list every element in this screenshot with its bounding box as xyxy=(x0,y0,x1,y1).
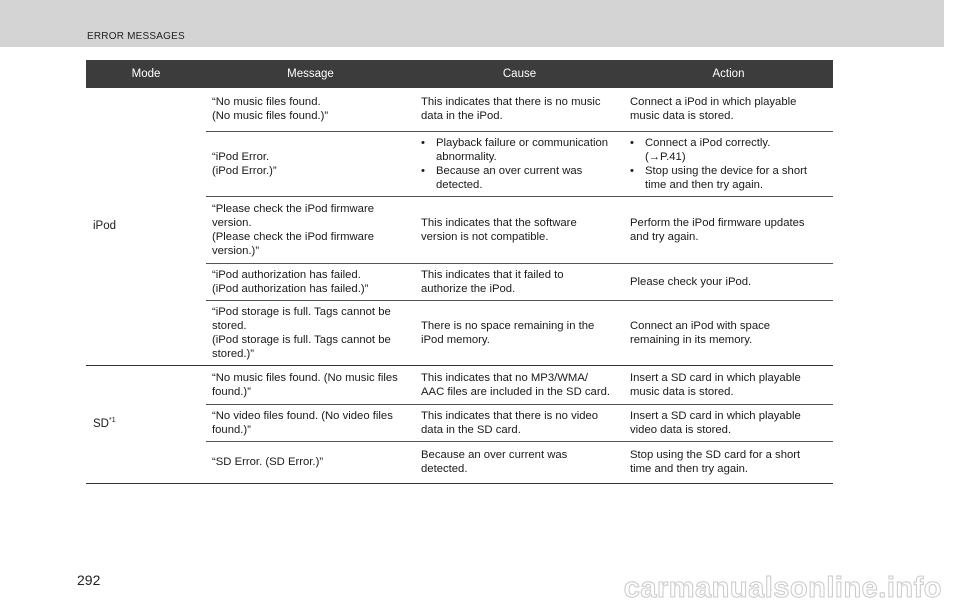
action-bullet-list xyxy=(630,136,827,192)
column-header-mode: Mode xyxy=(86,60,206,88)
mode-label: iPod xyxy=(93,220,117,233)
error-messages-table xyxy=(86,60,833,484)
message-cell: “iPod authorization has failed. (iPod authorization has failed.)” xyxy=(206,263,415,300)
mode-cell-ipod xyxy=(86,88,206,365)
action-cell: Stop using the SD card for a short time and then try again. xyxy=(624,441,833,483)
message-cell: “No music files found. (No music files found.)” xyxy=(206,365,415,404)
cause-cell: There is no space remaining in the iPod memory. xyxy=(415,300,624,365)
message-cell: “No video files found. (No video files found.)” xyxy=(206,404,415,441)
list-item: • Because an over current was detected. xyxy=(421,164,618,192)
action-cell: Please check your iPod. xyxy=(624,263,833,300)
message-cell: “SD Error. (SD Error.)” xyxy=(206,441,415,483)
cause-cell: This indicates that the software version is not compatible. xyxy=(415,196,624,263)
action-cell: Connect an iPod with space remaining in its memory. xyxy=(624,300,833,365)
message-cell: “No music files found. (No music files found.)” xyxy=(206,88,415,131)
footnote-marker: *1 xyxy=(108,417,116,425)
column-header-action: Action xyxy=(624,60,833,88)
list-item: • Connect a iPod correctly. (→P.41) xyxy=(630,136,827,164)
cause-cell xyxy=(415,131,624,196)
page-number: 292 xyxy=(77,572,101,588)
cause-cell: This indicates that no MP3/WMA/ AAC files are included in the SD card. xyxy=(415,365,624,404)
column-header-cause: Cause xyxy=(415,60,624,88)
list-item: • Playback failure or communication abnormality. xyxy=(421,136,618,164)
list-item: • Stop using the device for a short time and then try again. xyxy=(630,164,827,192)
mode-label: SD xyxy=(93,418,109,430)
mode-cell-sd xyxy=(86,365,206,483)
cause-cell: This indicates that it failed to authorize the iPod. xyxy=(415,263,624,300)
section-title: ERROR MESSAGES xyxy=(87,31,185,42)
action-cell: Perform the iPod firmware updates and try again. xyxy=(624,196,833,263)
cause-cell: This indicates that there is no video data in the SD card. xyxy=(415,404,624,441)
cause-cell: This indicates that there is no music data in the iPod. xyxy=(415,88,624,131)
action-cell: Insert a SD card in which playable video data is stored. xyxy=(624,404,833,441)
table-row xyxy=(86,88,833,131)
message-cell: “iPod Error. (iPod Error.)” xyxy=(206,131,415,196)
watermark: carmanualsonline.info xyxy=(623,572,942,604)
cause-cell: Because an over current was detected. xyxy=(415,441,624,483)
action-cell: Insert a SD card in which playable music data is stored. xyxy=(624,365,833,404)
table-header-row xyxy=(86,60,833,88)
action-cell xyxy=(624,131,833,196)
column-header-message: Message xyxy=(206,60,415,88)
action-cell: Connect a iPod in which playable music data is stored. xyxy=(624,88,833,131)
message-cell: “iPod storage is full. Tags cannot be stored. (iPod storage is full. Tags cannot be stored.)” xyxy=(206,300,415,365)
message-cell: “Please check the iPod firmware version. (Please check the iPod firmware version.)” xyxy=(206,196,415,263)
table-row xyxy=(86,365,833,404)
cause-bullet-list xyxy=(421,136,618,192)
